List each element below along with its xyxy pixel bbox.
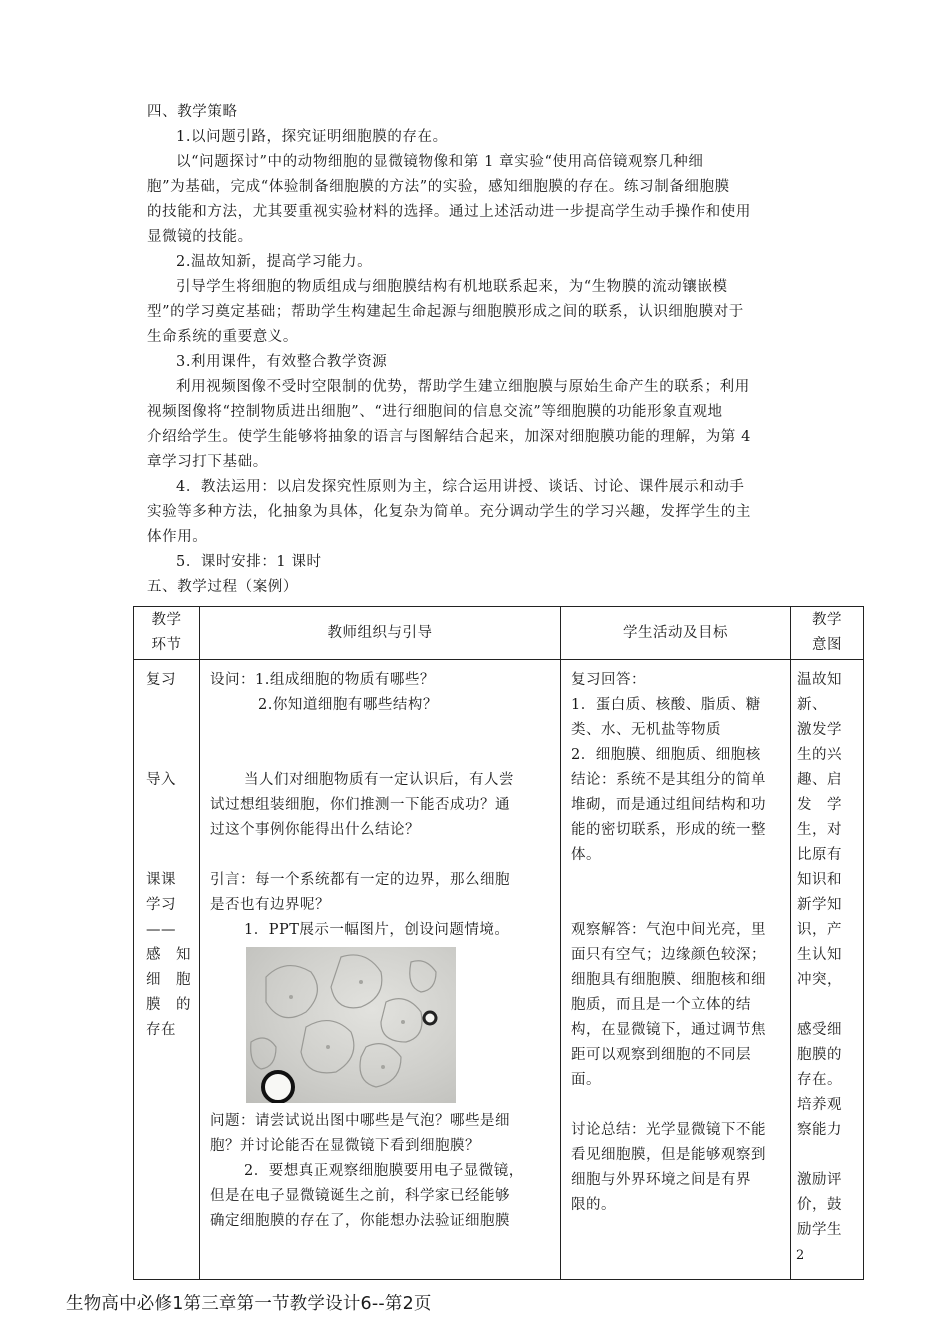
stage-label: 课课 [146, 872, 176, 888]
item1-line: 的技能和方法，尤其要重视实验材料的选择。通过上述活动进一步提高学生动手操作和使用 [147, 204, 751, 220]
review-answer-line: 结论：系统不是其组分的简单 [571, 772, 766, 788]
teaching-intent-column: 温故知 新、 激发学 生的兴 趣、启 发 学 生，对 比原有 知识和 新学知 识，产 生认知 冲突， 感受细 胞膜的 存在。 培养观 察能力 激励评 价，鼓 励学生 [791, 660, 864, 1280]
ppt-step: 1．PPT展示一幅图片，创设问题情境。 [244, 922, 510, 938]
question-line: 问题：请尝试说出图中哪些是气泡？哪些是细 [210, 1113, 510, 1129]
item3-paragraph [147, 375, 807, 475]
item3-line: 介绍给学生。使学生能够将抽象的语言与图解结合起来，加深对细胞膜功能的理解，为第 4 [147, 429, 751, 445]
review-answer-line: 体。 [571, 847, 601, 863]
review-answer-line: 1．蛋白质、核酸、脂质、糖 [571, 697, 761, 713]
item3-line: 视频图像将“控制物质进出细胞”、“进行细胞间的信息交流”等细胞膜的功能形象直观地 [147, 404, 723, 420]
item5-schedule: 5．课时安排：1 课时 [176, 554, 322, 570]
step2-line: 确定细胞膜的存在了，你能想办法验证细胞膜 [210, 1213, 510, 1229]
step2-line: 但是在电子显微镜诞生之前，科学家已经能够 [210, 1188, 510, 1204]
document-footer-title: 生物高中必修1第三章第一节教学设计6--第2页 [66, 1294, 432, 1314]
microscope-image-drawing [246, 947, 456, 1103]
observation-line: 构，在显微镜下，通过调节焦 [571, 1022, 766, 1038]
citation-line: 是否也有边界呢？ [210, 897, 330, 913]
stage-label: 复习 [146, 672, 176, 688]
stage-label: 导入 [146, 772, 176, 788]
header-student-activity: 学生活动及目标 [561, 607, 791, 660]
observation-line: 细胞具有细胞膜、细胞核和细 [571, 972, 766, 988]
item1-line: 以“问题探讨”中的动物细胞的显微镜物像和第 1 章实验“使用高倍镜观察几种细 [176, 154, 704, 170]
item4-paragraph [147, 475, 807, 550]
microscope-cells-image [246, 947, 456, 1103]
item3-line: 章学习打下基础。 [147, 454, 268, 470]
review-answer-line: 能的密切联系，形成的统一整 [571, 822, 766, 838]
item3-title: 3.利用课件，有效整合教学资源 [176, 354, 388, 370]
lead-in-line: 试过想组装细胞，你们推测一下能否成功？通 [210, 797, 510, 813]
discussion-line: 细胞与外界环境之间是有界 [571, 1172, 751, 1188]
review-answer-line: 复习回答： [571, 672, 646, 688]
lead-in-line: 当人们对细胞物质有一定认识后，有人尝 [244, 772, 514, 788]
item2-paragraph [147, 275, 807, 350]
discussion-line: 限的。 [571, 1197, 616, 1213]
item2-line: 型”的学习奠定基础；帮助学生构建起生命起源与细胞膜形成之间的联系，认识细胞膜对于 [147, 304, 744, 320]
item1-line: 胞”为基础，完成“体验制备细胞膜的方法”的实验，感知细胞膜的存在。练习制备细胞膜 [147, 179, 730, 195]
student-activity-column [561, 660, 791, 1280]
page-number: 2 [796, 1248, 805, 1263]
stage-column: 复习 导入 课课 学习 —— 感 知 细 胞 膜 的 存在 [134, 660, 200, 1280]
review-question-2: 2.你知道细胞有哪些结构？ [258, 697, 438, 713]
review-answer-line: 堆砌，而是通过组间结构和功 [571, 797, 766, 813]
item3-line: 利用视频图像不受时空限制的优势，帮助学生建立细胞膜与原始生命产生的联系；利用 [176, 379, 750, 395]
observation-line: 观察解答：气泡中间光亮，里 [571, 922, 766, 938]
teaching-process-table [133, 606, 864, 1280]
item1-title: 1.以问题引路，探究证明细胞膜的存在。 [176, 129, 448, 145]
header-teaching-intent: 教学 意图 [791, 607, 864, 660]
item1-paragraph [147, 150, 807, 250]
review-answer-line: 2．细胞膜、细胞质、细胞核 [571, 747, 761, 763]
question-line: 胞？并讨论能否在显微镜下看到细胞膜？ [210, 1138, 480, 1154]
citation-line: 引言：每一个系统都有一定的边界，那么细胞 [210, 872, 510, 888]
review-question-1: 设问：1.组成细胞的物质有哪些？ [210, 672, 435, 688]
item1-line: 显微镜的技能。 [147, 229, 253, 245]
table-body-row [134, 660, 864, 1280]
review-answer-line: 类、水、无机盐等物质 [571, 722, 721, 738]
item4-line: 体作用。 [147, 529, 208, 545]
teacher-guidance-column [200, 660, 561, 1280]
section-four-title: 四、教学策略 [147, 104, 238, 120]
observation-line: 胞质，而且是一个立体的结 [571, 997, 751, 1013]
item2-line: 生命系统的重要意义。 [147, 329, 298, 345]
discussion-line: 讨论总结：光学显微镜下不能 [571, 1122, 766, 1138]
item4-line: 4．教法运用：以启发探究性原则为主，综合运用讲授、谈话、讨论、课件展示和动手 [176, 479, 745, 495]
section-five-title: 五、教学过程（案例） [147, 579, 298, 595]
item2-line: 引导学生将细胞的物质组成与细胞膜结构有机地联系起来，为“生物膜的流动镶嵌模 [176, 279, 728, 295]
discussion-line: 看见细胞膜，但是能够观察到 [571, 1147, 766, 1163]
observation-line: 面只有空气；边缘颜色较深； [571, 947, 766, 963]
header-teaching-stage: 教学 环节 [134, 607, 200, 660]
item4-line: 实验等多种方法，化抽象为具体，化复杂为简单。充分调动学生的学习兴趣，发挥学生的主 [147, 504, 751, 520]
table-header-row [134, 607, 864, 660]
observation-line: 面。 [571, 1072, 601, 1088]
observation-line: 距可以观察到细胞的不同层 [571, 1047, 751, 1063]
item2-title: 2.温故知新，提高学习能力。 [176, 254, 373, 270]
lead-in-line: 过这个事例你能得出什么结论？ [210, 822, 420, 838]
header-teacher-guidance: 教师组织与引导 [200, 607, 561, 660]
step2-line: 2．要想真正观察细胞膜要用电子显微镜， [244, 1163, 524, 1179]
